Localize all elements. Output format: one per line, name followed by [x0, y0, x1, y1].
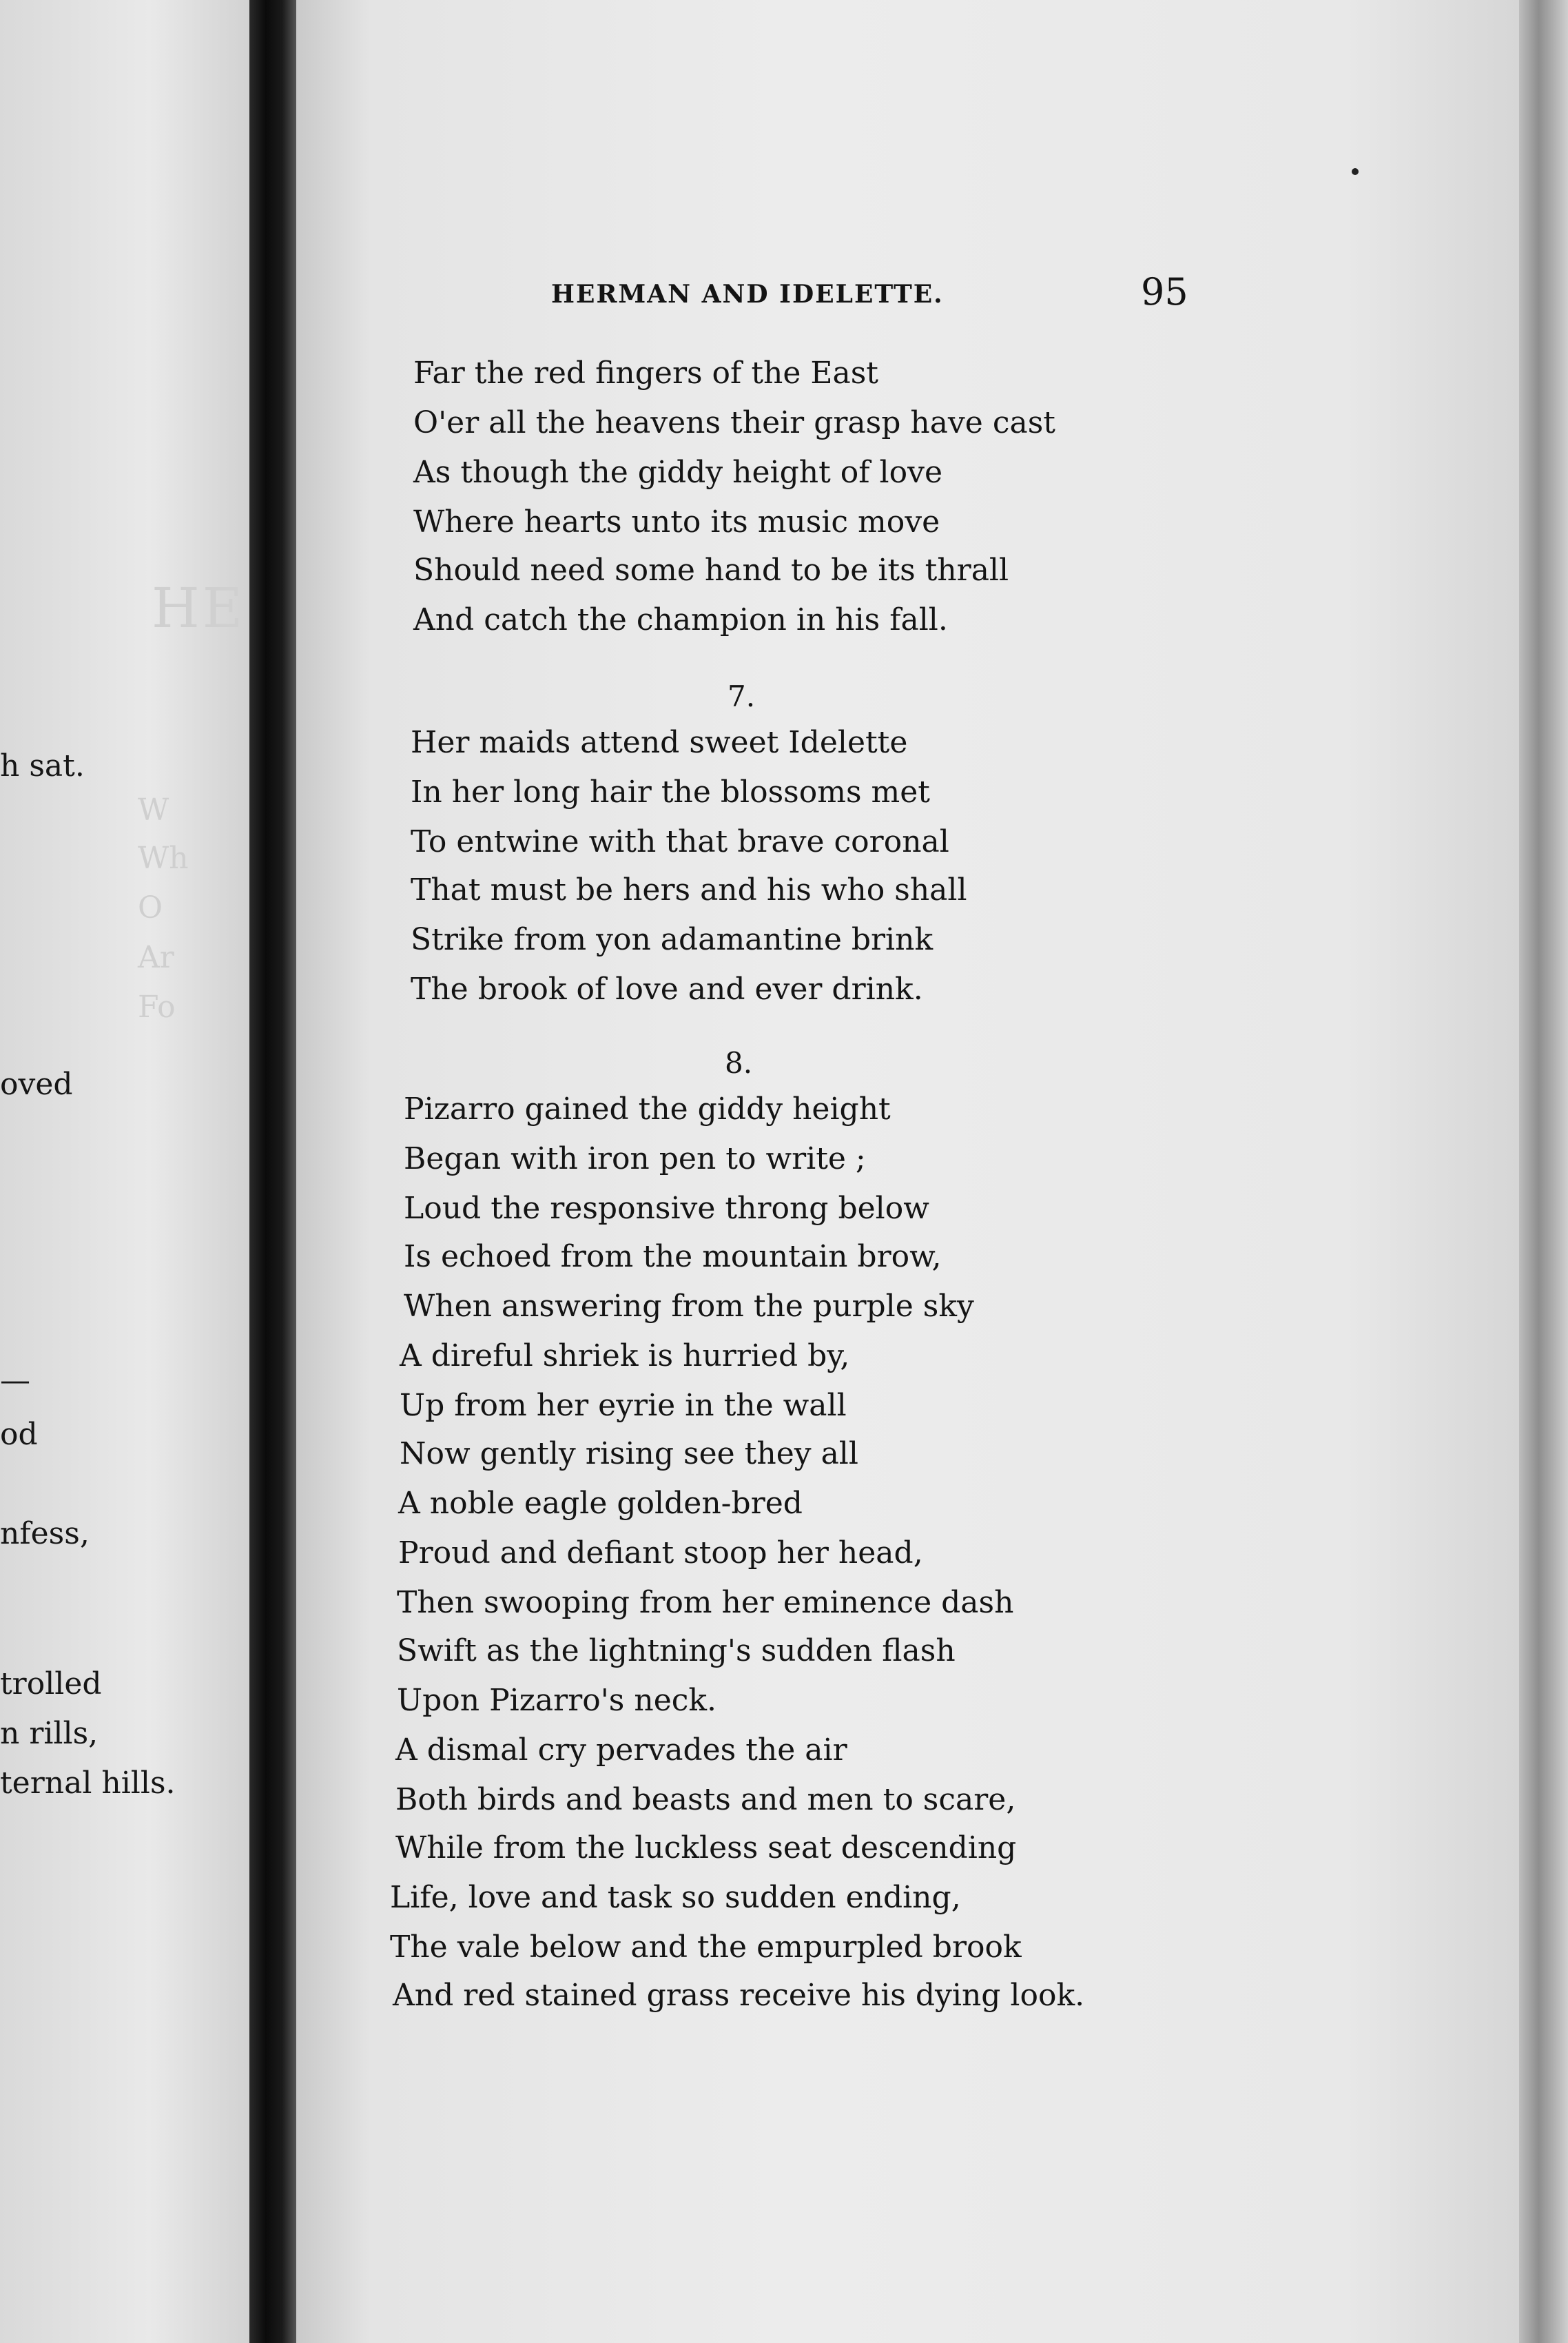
- verse-line: That must be hers and his who shall: [411, 872, 967, 908]
- stanza-number: 7.: [728, 679, 756, 713]
- left-page-fragment: h sat.: [0, 748, 85, 784]
- verse-line: Should need some hand to be its thrall: [413, 553, 1009, 588]
- verse-line: When answering from the purple sky: [404, 1289, 974, 1324]
- verse-line: Strike from yon adamantine brink: [411, 922, 933, 957]
- page-edge-shadow: [1519, 0, 1568, 2343]
- ink-speck: [1352, 168, 1359, 175]
- verse-line: To entwine with that brave coronal: [411, 824, 949, 859]
- page-number: 95: [1141, 270, 1188, 314]
- verse-line: Now gently rising see they all: [400, 1436, 858, 1471]
- left-faint-text: Fo: [138, 990, 176, 1025]
- verse-line: A noble eagle golden-bred: [398, 1486, 803, 1521]
- left-page-fragment: n rills,: [0, 1716, 99, 1751]
- verse-line: Far the red fingers of the East: [413, 356, 878, 391]
- running-head: HERMAN AND IDELETTE.: [551, 280, 944, 309]
- left-page-fragment: ternal hills.: [0, 1766, 176, 1801]
- verse-line: Both birds and beasts and men to scare,: [395, 1782, 1016, 1817]
- left-page-fragment: —: [0, 1363, 30, 1398]
- left-faint-text: O: [138, 890, 163, 925]
- stanza-number: 8.: [725, 1046, 753, 1080]
- left-facing-page: [0, 0, 249, 2343]
- verse-line: Proud and defiant stoop her head,: [398, 1535, 923, 1570]
- verse-line: Her maids attend sweet Idelette: [411, 725, 908, 760]
- left-faint-text: W: [138, 792, 169, 828]
- verse-line: Then swooping from her eminence dash: [397, 1585, 1014, 1620]
- verse-line: Swift as the lightning's sudden flash: [397, 1633, 956, 1668]
- left-page-fragment: oved: [0, 1067, 73, 1102]
- verse-line: And red stained grass receive his dying look.: [393, 1978, 1085, 2013]
- left-page-fragment: od: [0, 1417, 38, 1452]
- verse-line: A direful shriek is hurried by,: [400, 1338, 850, 1373]
- verse-line: O'er all the heavens their grasp have cast: [413, 405, 1055, 440]
- left-page-fragment: nfess,: [0, 1516, 90, 1551]
- left-faint-text: Ar: [138, 940, 174, 975]
- verse-line: Up from her eyrie in the wall: [400, 1388, 847, 1423]
- left-page-fragment: trolled: [0, 1666, 102, 1701]
- verse-line: Upon Pizarro's neck.: [397, 1683, 717, 1718]
- verse-line: A dismal cry pervades the air: [395, 1732, 847, 1768]
- verse-line: The brook of love and ever drink.: [411, 972, 923, 1007]
- left-page-faint-heading: HE: [152, 576, 246, 640]
- verse-line: Life, love and task so sudden ending,: [390, 1880, 961, 1915]
- verse-line: Loud the responsive throng below: [404, 1191, 929, 1226]
- verse-line: The vale below and the empurpled brook: [390, 1930, 1022, 1965]
- book-gutter: [249, 0, 296, 2343]
- verse-line: Where hearts unto its music move: [413, 504, 940, 540]
- verse-line: In her long hair the blossoms met: [411, 775, 930, 810]
- verse-line: As though the giddy height of love: [413, 455, 942, 490]
- verse-line: While from the luckless seat descending: [395, 1830, 1017, 1865]
- verse-line: And catch the champion in his fall.: [413, 602, 948, 637]
- verse-line: Pizarro gained the giddy height: [404, 1092, 891, 1127]
- verse-line: Began with iron pen to write ;: [404, 1141, 866, 1176]
- verse-line: Is echoed from the mountain brow,: [404, 1239, 942, 1274]
- left-faint-text: Wh: [138, 841, 189, 876]
